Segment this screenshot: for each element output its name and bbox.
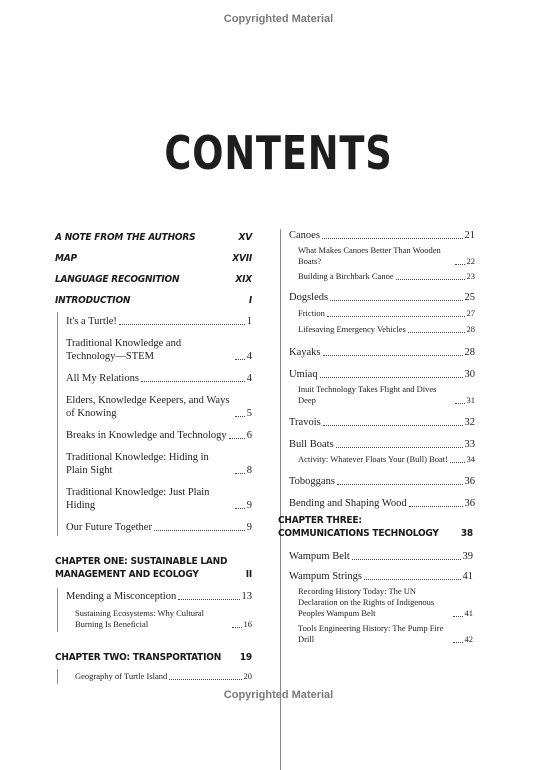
toc-chapter-two [55,652,252,663]
section-page: I [248,295,252,306]
toc-entry-bull-boats: Bull Boats 33 [289,439,475,450]
toc-entry: Breaks in Knowledge and Technology 6 [66,430,252,441]
chapter-page: 38 [460,528,473,539]
toc-subentry: Tools Engineering History: The Pump Fire Drill 42 [298,623,473,644]
toc-entry-dogsleds: Dogsleds 25 [289,292,475,303]
toc-entry-wampum-belt: Wampum Belt 39 [289,551,473,562]
chapter-title: CHAPTER THREE: COMMUNICATIONS TECHNOLOGY [278,515,439,539]
toc-entry: Traditional Knowledge: Just Plain Hiding 9 [66,487,252,511]
toc-chapter-one [55,555,252,581]
section-title: A NOTE FROM THE AUTHORS [55,232,196,243]
toc-subentry: Lifesaving Emergency Vehicles 28 [298,324,475,334]
toc-chapter-three [278,514,473,540]
toc-subentry: Activity: Whatever Floats Your (Bull) Boat! 34 [298,454,475,464]
toc-entry: Mending a Misconception 13 [66,591,252,602]
toc-subentry: Inuit Technology Takes Flight and Dives Deep 31 [298,384,475,405]
toc-entry-umiaq: Umiaq 30 [289,369,475,380]
toc-subentry: Building a Birchbark Canoe 23 [298,271,475,281]
toc-entry: Traditional Knowledge and Technology—STEM 4 [66,338,252,362]
section-title: INTRODUCTION [55,295,131,306]
toc-entry: Traditional Knowledge: Hiding in Plain Sight 8 [66,452,252,476]
section-page: XIX [235,274,252,285]
toc-entry: It's a Turtle! 1 [66,316,252,327]
toc-entry-kayaks: Kayaks 28 [289,347,475,358]
toc-entry-bending: Bending and Shaping Wood 36 [289,498,475,509]
section-page: XVII [232,253,252,264]
chapter-page: II [245,569,252,580]
chapter-two-entries [57,669,252,684]
section-page: XV [238,232,252,243]
chapter-title: CHAPTER ONE: SUSTAINABLE LAND MANAGEMENT AND ECOLOGY [55,556,228,580]
copyright-footer: Copyrighted Material [223,689,334,701]
toc-section-introduction [55,295,252,306]
toc-entry: Our Future Together 9 [66,522,252,533]
toc-section-note [55,232,252,243]
chapter-page: 19 [239,652,252,663]
toc-subentry: Sustaining Ecosystems: Why Cultural Burning Is Beneficial 16 [75,608,252,629]
toc-left-column [55,232,252,684]
toc-entry-toboggans: Toboggans 36 [289,476,475,487]
section-title: LANGUAGE RECOGNITION [55,274,180,285]
chapter-three-entries [280,547,473,647]
toc-subentry: Friction 27 [298,308,475,318]
toc-entry-travois: Travois 32 [289,417,475,428]
chapter-one-entries [57,588,252,632]
toc-subentry: Recording History Today: The UN Declaration on the Rights of Indigenous Peoples Wampum Belt 41 [298,586,473,618]
toc-section-map [55,253,252,264]
section-title: MAP [55,253,77,264]
toc-subentry: What Makes Canoes Better Than Wooden Boats? 22 [298,245,475,266]
toc-entry-canoes: Canoes 21 [289,230,475,241]
toc-right-column-chapter-three [278,514,473,647]
page-title: CONTENTS [164,126,393,180]
toc-subentry: Geography of Turtle Island 20 [75,671,252,681]
toc-entry: Elders, Knowledge Keepers, and Ways of Knowing 5 [66,395,252,419]
chapter-title: CHAPTER TWO: TRANSPORTATION [55,652,222,663]
introduction-entries [57,312,252,536]
toc-entry: All My Relations 4 [66,373,252,384]
toc-entry-wampum-strings: Wampum Strings 41 [289,571,473,582]
toc-section-language [55,274,252,285]
copyright-header: Copyrighted Material [223,13,334,25]
